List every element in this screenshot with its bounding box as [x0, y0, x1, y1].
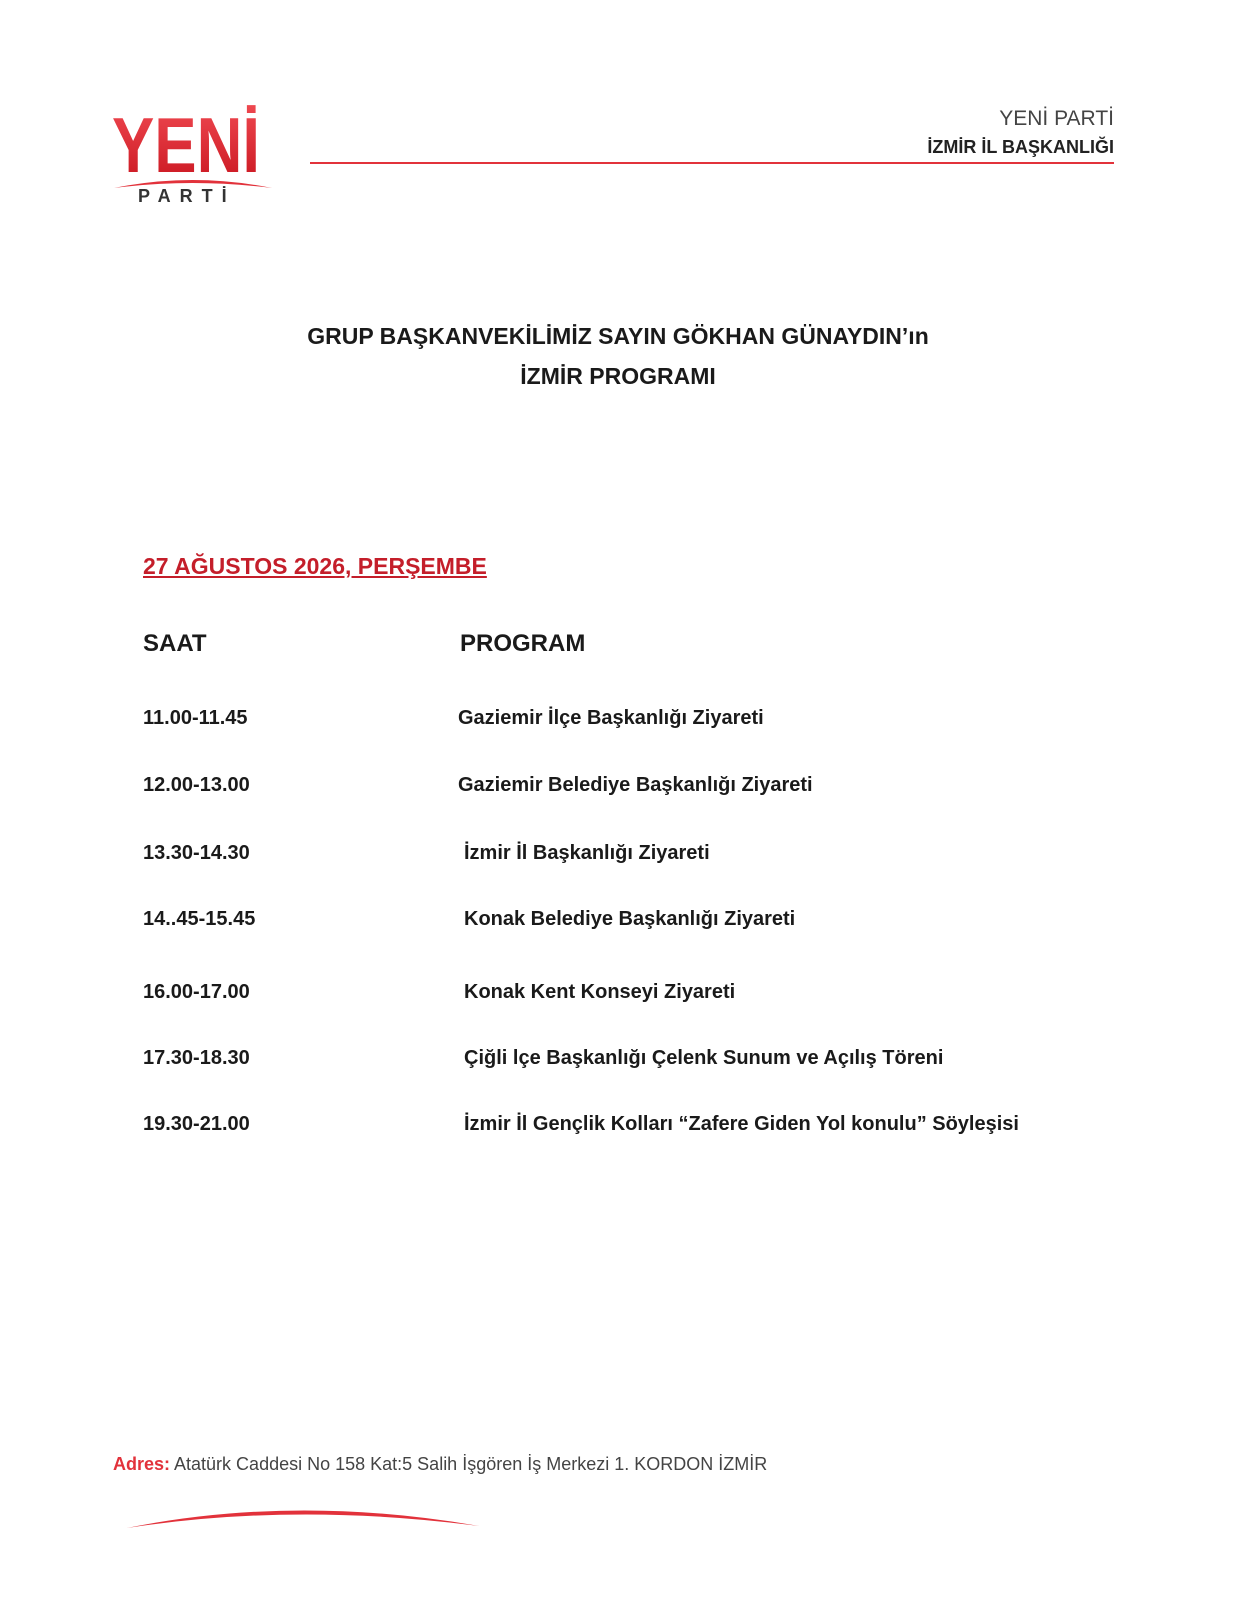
- footer-swoosh-decoration: [125, 1500, 485, 1539]
- schedule-program: İzmir İl Gençlik Kolları “Zafere Giden Yol konulu” Söyleşisi: [464, 1113, 1019, 1135]
- schedule-row: [0, 707, 1236, 737]
- schedule-program: Konak Belediye Başkanlığı Ziyareti: [464, 908, 796, 930]
- schedule-time: 17.30-18.30: [143, 1047, 250, 1069]
- schedule-time: 16.00-17.00: [143, 981, 250, 1003]
- schedule-time: 19.30-21.00: [143, 1113, 250, 1135]
- logo-wordmark: YENİ: [112, 101, 260, 189]
- schedule-program: Çiğli lçe Başkanlığı Çelenk Sunum ve Açılış Töreni: [464, 1047, 944, 1069]
- schedule-row: [0, 1047, 1236, 1077]
- schedule-program: İzmir İl Başkanlığı Ziyareti: [464, 842, 710, 864]
- logo-subtext: PARTİ: [138, 186, 236, 206]
- address-text: Atatürk Caddesi No 158 Kat:5 Salih İşgören İş Merkezi 1. KORDON İZMİR: [174, 1454, 768, 1474]
- title-line-2: İZMİR PROGRAMI: [520, 363, 716, 389]
- schedule-program: Konak Kent Konseyi Ziyareti: [464, 981, 736, 1003]
- party-logo: [112, 100, 277, 210]
- header-branch-name: İZMİR İL BAŞKANLIĞI: [927, 137, 1114, 158]
- column-header-program: PROGRAM: [460, 630, 586, 657]
- column-header-time: SAAT: [143, 630, 207, 657]
- schedule-time: 11.00-11.45: [143, 707, 248, 729]
- schedule-row: [0, 842, 1236, 872]
- schedule-row: [0, 774, 1236, 804]
- program-date: 27 AĞUSTOS 2026, PERŞEMBE: [143, 553, 487, 579]
- address-label: Adres:: [113, 1454, 171, 1474]
- schedule-row: [0, 981, 1236, 1011]
- schedule-row: [0, 1113, 1236, 1143]
- header-divider: [310, 162, 1114, 164]
- schedule-time: 12.00-13.00: [143, 774, 250, 796]
- schedule-time: 14..45-15.45: [143, 908, 256, 930]
- footer-address: [113, 1454, 767, 1475]
- document-title: [0, 316, 1236, 396]
- header-party-name: YENİ PARTİ: [999, 107, 1114, 130]
- title-line-1: GRUP BAŞKANVEKİLİMİZ SAYIN GÖKHAN GÜNAYDIN’ın: [307, 323, 929, 349]
- schedule-program: Gaziemir İlçe Başkanlığı Ziyareti: [458, 707, 764, 729]
- header-org: [927, 106, 1114, 159]
- schedule-time: 13.30-14.30: [143, 842, 250, 864]
- schedule-row: [0, 908, 1236, 938]
- schedule-program: Gaziemir Belediye Başkanlığı Ziyareti: [458, 774, 813, 796]
